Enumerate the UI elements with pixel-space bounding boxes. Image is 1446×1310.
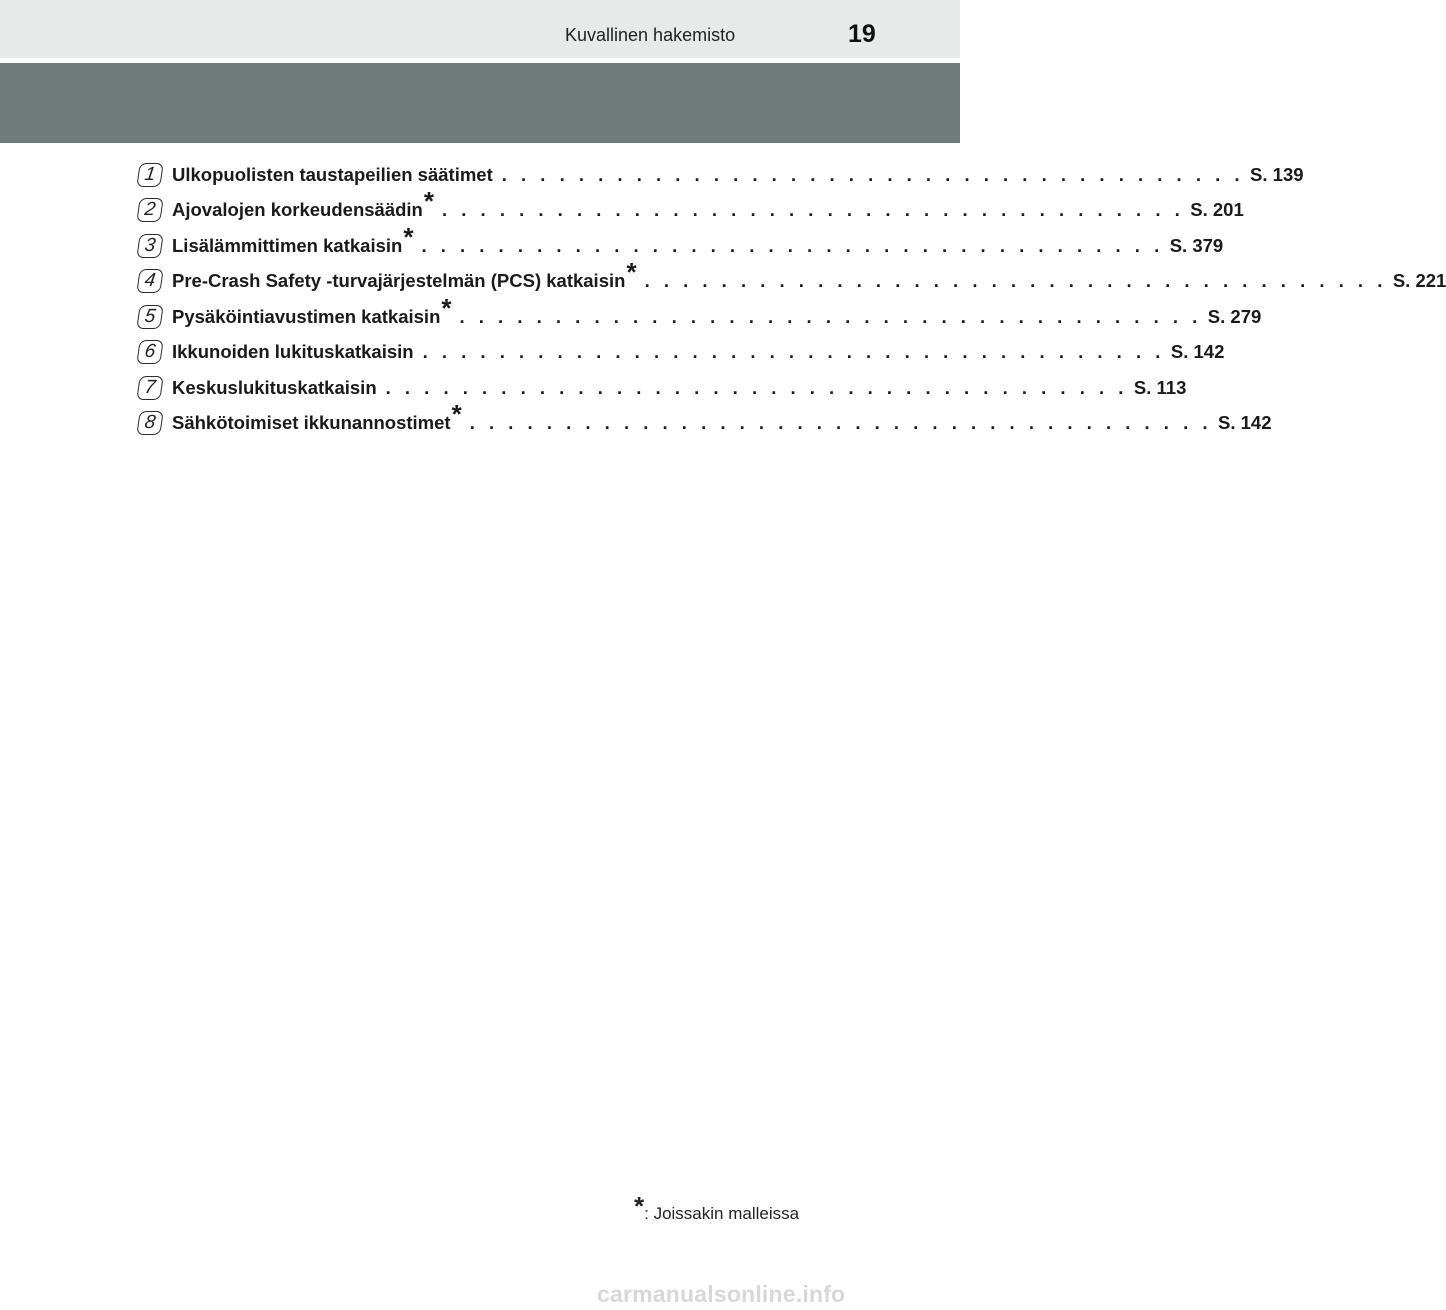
list-item[interactable] <box>138 335 1225 371</box>
page-number: 19 <box>848 20 876 48</box>
item-label-text: Ajovalojen korkeudensäädin <box>172 199 423 221</box>
footnote-text: : Joissakin malleissa <box>644 1204 800 1223</box>
illustration-banner <box>0 63 960 143</box>
dot-leader: . . . . . . . . . . . . . . . . . . . . . . . . . . . . . . . . . . . . . . . <box>441 199 1185 221</box>
asterisk-icon: * <box>634 1191 645 1221</box>
list-item[interactable] <box>138 257 1446 300</box>
list-item[interactable] <box>138 157 1304 193</box>
page-reference-link[interactable]: S. 201 <box>1190 199 1244 221</box>
page-reference-link[interactable]: S. 221 <box>1392 270 1446 292</box>
item-label-text: Ikkunoiden lukituskatkaisin <box>172 341 414 363</box>
dot-leader: . . . . . . . . . . . . . . . . . . . . . . . . . . . . . . . . . . . . . . . <box>421 234 1164 256</box>
asterisk-icon: * <box>423 186 434 217</box>
footnote <box>634 1191 800 1224</box>
item-number-badge: 2 <box>136 198 163 222</box>
page-reference-link[interactable]: S. 279 <box>1207 305 1262 327</box>
dot-leader: . . . . . . . . . . . . . . . . . . . . . . . . . . . . . . . . . . . . . . . <box>469 412 1212 434</box>
dot-leader: . . . . . . . . . . . . . . . . . . . . . . . . . . . . . . . . . . . . . . . <box>459 305 1202 327</box>
item-number-badge: 4 <box>136 269 163 293</box>
item-label <box>172 186 434 221</box>
page-reference-link[interactable]: S. 142 <box>1218 412 1272 434</box>
dot-leader: . . . . . . . . . . . . . . . . . . . . . . . . . . . . . . . . . . . . . . . <box>501 163 1245 185</box>
page-header <box>0 0 960 58</box>
item-number-badge: 6 <box>136 340 163 364</box>
item-label <box>172 292 452 328</box>
item-label-text: Ulkopuolisten taustapeilien säätimet <box>172 163 493 185</box>
item-label-text: Pysäköintiavustimen katkaisin <box>172 305 441 327</box>
item-label-text: Keskuslukituskatkaisin <box>172 376 377 398</box>
item-number-badge: 5 <box>136 305 163 329</box>
item-number-badge: 3 <box>136 234 163 258</box>
dot-leader: . . . . . . . . . . . . . . . . . . . . . . . . . . . . . . . . . . . . . . . <box>644 270 1387 292</box>
item-number-badge: 7 <box>136 376 163 400</box>
item-label <box>172 377 378 399</box>
item-label-text: Lisälämmittimen katkaisin <box>172 234 403 256</box>
item-label <box>172 221 414 257</box>
item-number-badge: 1 <box>136 163 163 187</box>
section-title: Kuvallinen hakemisto <box>565 25 736 45</box>
dot-leader: . . . . . . . . . . . . . . . . . . . . . . . . . . . . . . . . . . . . . . . <box>422 341 1165 363</box>
list-item[interactable] <box>138 221 1224 264</box>
asterisk-icon: * <box>451 399 462 430</box>
item-label <box>172 399 462 434</box>
list-item[interactable] <box>138 292 1262 335</box>
page-reference-link[interactable]: S. 142 <box>1170 341 1225 363</box>
page-reference-link[interactable]: S. 139 <box>1250 163 1304 185</box>
item-label-text: Sähkötoimiset ikkunannostimet <box>172 412 451 434</box>
asterisk-icon: * <box>403 221 414 252</box>
page-reference-link[interactable]: S. 379 <box>1169 234 1224 256</box>
item-label <box>172 341 415 363</box>
index-list <box>138 157 1446 441</box>
list-item[interactable] <box>138 399 1272 442</box>
item-label <box>172 257 637 292</box>
list-item[interactable] <box>138 186 1244 229</box>
item-label-text: Pre-Crash Safety -turvajärjestelmän (PCS) katkaisin <box>172 270 626 292</box>
page-reference-link[interactable]: S. 113 <box>1133 376 1187 398</box>
asterisk-icon: * <box>441 292 452 323</box>
dot-leader: . . . . . . . . . . . . . . . . . . . . . . . . . . . . . . . . . . . . . . . <box>385 376 1128 398</box>
watermark: carmanualsonline.info <box>597 1281 846 1307</box>
list-item[interactable] <box>138 370 1187 406</box>
item-number-badge: 8 <box>136 411 163 435</box>
item-label <box>172 164 494 186</box>
asterisk-icon: * <box>626 257 637 288</box>
